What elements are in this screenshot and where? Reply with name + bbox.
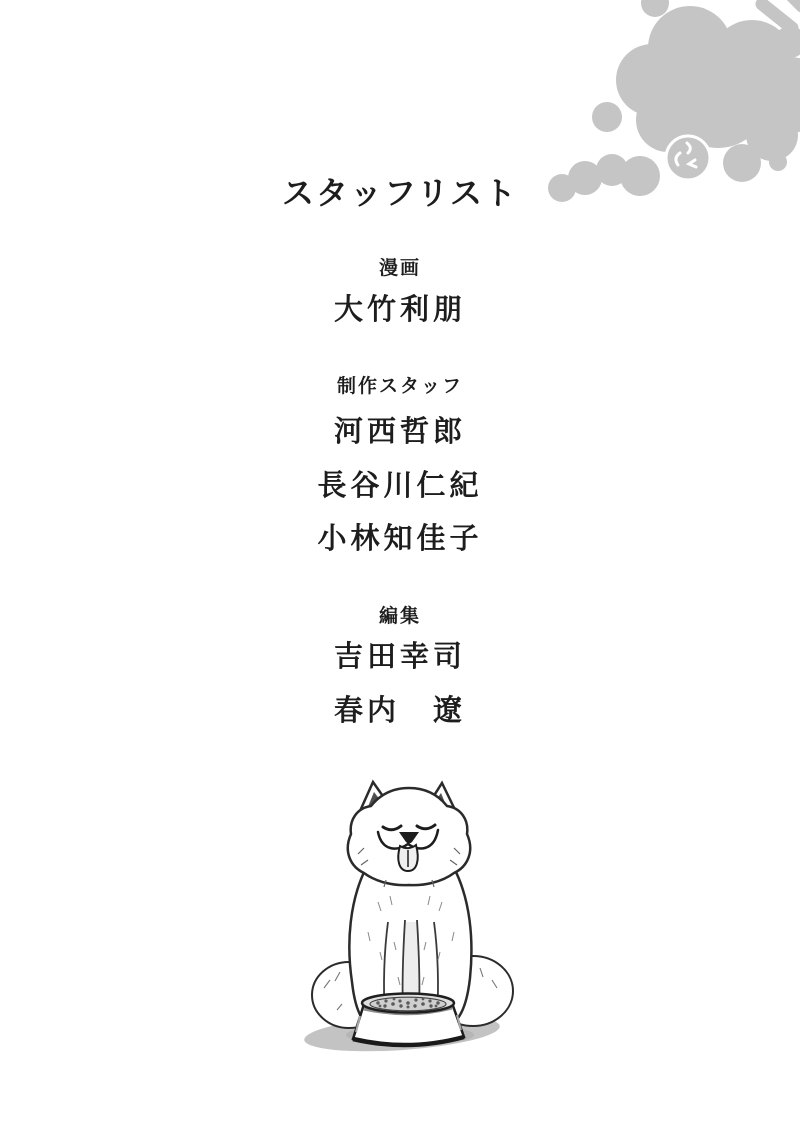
dog-illustration xyxy=(290,772,530,1062)
section-role-production-staff: 制作スタッフ xyxy=(336,376,463,397)
section-role-manga: 漫画 xyxy=(378,258,421,279)
page-title: スタッフリスト xyxy=(281,175,519,211)
credit-name-staff-1: 河西哲郎 xyxy=(333,416,466,448)
credit-name-editor-2: 春内 遼 xyxy=(333,695,466,727)
credit-name-manga-artist: 大竹利朋 xyxy=(333,294,466,326)
section-role-editing: 編集 xyxy=(378,606,421,627)
dog-food-bowl xyxy=(353,994,464,1046)
credit-name-staff-2: 長谷川仁紀 xyxy=(317,470,483,502)
credit-name-editor-1: 吉田幸司 xyxy=(333,641,466,673)
credit-name-staff-3: 小林知佳子 xyxy=(317,523,483,555)
